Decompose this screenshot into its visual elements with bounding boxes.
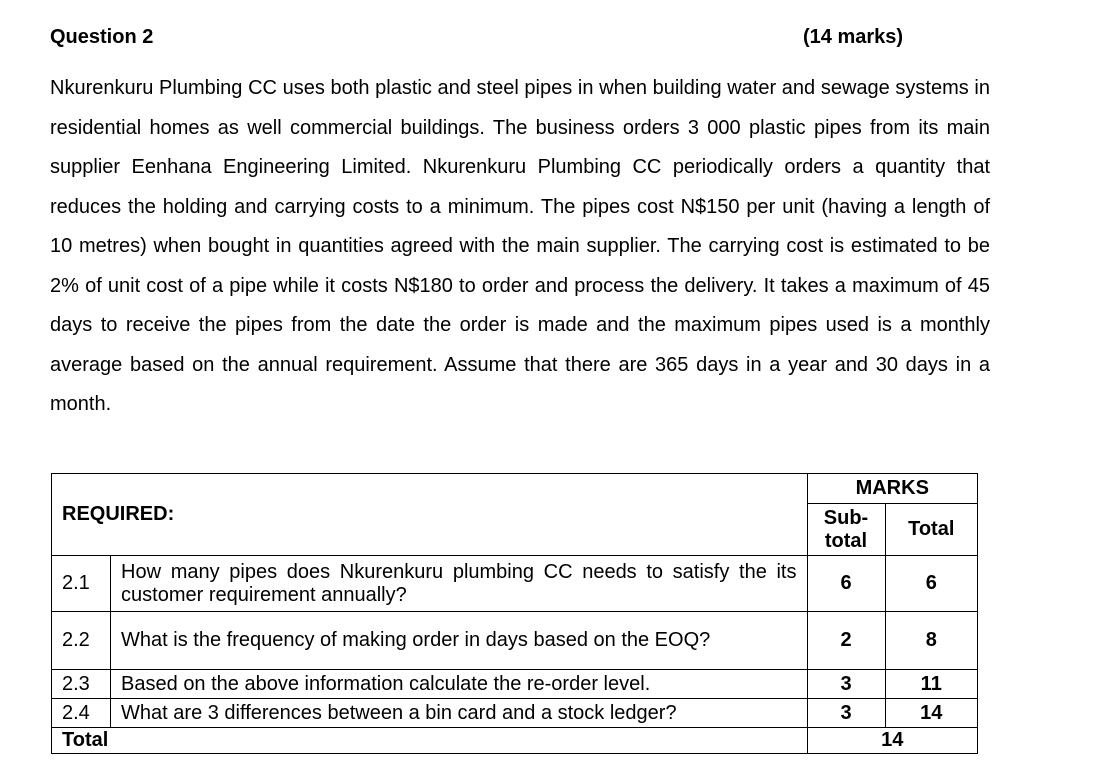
- row-number: 2.2: [52, 612, 111, 670]
- subtotal-header: Sub-total: [807, 504, 885, 556]
- question-title: Question 2: [50, 26, 154, 48]
- row-question: How many pipes does Nkurenkuru plumbing CC needs to satisfy the its customer requirement annually?: [111, 556, 807, 612]
- required-label: REQUIRED:: [52, 474, 808, 556]
- question-paragraph: Nkurenkuru Plumbing CC uses both plastic and steel pipes in when building water and sewage systems in residential homes as well commercial buildings. The business orders 3 000 plastic pipes from its main supplier Eenhana Engineering Limited. Nkurenkuru Plumbing CC periodically orders a quantity that reduces the holding and carrying costs to a minimum. The pipes cost N$150 per unit (having a length of 10 metres) when bought in quantities agreed with the main supplier. The carrying cost is estimated to be 2% of unit cost of a pipe while it costs N$180 to order and process the delivery. It takes a maximum of 45 days to receive the pipes from the date the order is made and the maximum pipes used is a monthly average based on the annual requirement. Assume that there are 365 days in a year and 30 days in a month.: [50, 77, 990, 415]
- row-number: 2.1: [52, 556, 111, 612]
- total-header: Total: [885, 504, 978, 556]
- table-footer-row: [52, 728, 978, 754]
- footer-label: Total: [52, 728, 808, 754]
- row-total: 8: [885, 612, 978, 670]
- row-question: What are 3 differences between a bin card and a stock ledger?: [111, 699, 807, 728]
- required-table: [51, 473, 978, 754]
- row-total: 6: [885, 556, 978, 612]
- marks-header: MARKS: [807, 474, 978, 504]
- row-number: 2.4: [52, 699, 111, 728]
- row-total: 14: [885, 699, 978, 728]
- row-subtotal: 2: [807, 612, 885, 670]
- question-marks: (14 marks): [803, 26, 904, 48]
- row-question: Based on the above information calculate the re-order level.: [111, 670, 807, 699]
- table-row: [52, 670, 978, 699]
- table-row: [52, 556, 978, 612]
- table-row: [52, 699, 978, 728]
- question-header: [50, 26, 920, 49]
- footer-total: 14: [807, 728, 978, 754]
- row-subtotal: 3: [807, 699, 885, 728]
- row-question: What is the frequency of making order in days based on the EOQ?: [111, 612, 807, 670]
- row-subtotal: 3: [807, 670, 885, 699]
- row-subtotal: 6: [807, 556, 885, 612]
- row-total: 11: [885, 670, 978, 699]
- table-row: [52, 612, 978, 670]
- row-number: 2.3: [52, 670, 111, 699]
